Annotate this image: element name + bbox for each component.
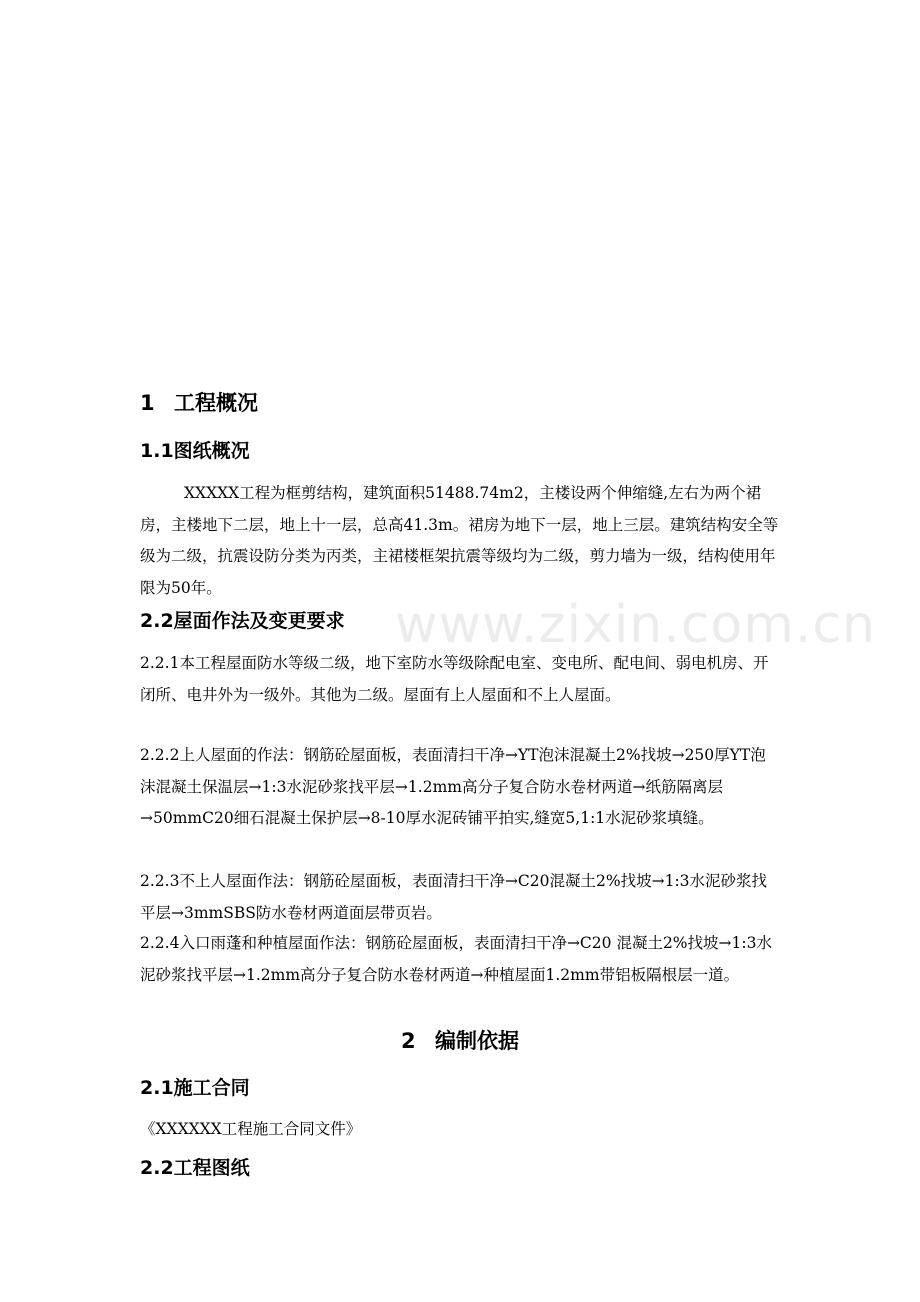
section-2-2-drawings-heading: 2.2工程图纸 [140, 1157, 250, 1179]
contract-document-line: 《XXXXXX工程施工合同文件》 [140, 1120, 362, 1138]
section-2-1-heading: 2.1施工合同 [140, 1077, 250, 1099]
paragraph-2-2-1: 2.2.1本工程屋面防水等级二级，地下室防水等级除配电室、变电所、配电间、弱电机房、开闭所、电井外为一级外。其他为二级。屋面有上人屋面和不上人屋面。 [140, 654, 769, 704]
section-2-heading [0, 1026, 920, 1056]
section-1-1-heading: 1.1图纸概况 [140, 440, 250, 462]
paragraph-2-2-4: 2.2.4入口雨蓬和种植屋面作法：钢筋砼屋面板，表面清扫干净→C20 混凝土2%找坡→1:3水泥砂浆找平层→1.2mm高分子复合防水卷材两道→种植屋面1.2mm带铝板隔根层一道。 [140, 934, 772, 984]
paragraph-2-2-3: 2.2.3不上人屋面作法：钢筋砼屋面板，表面清扫干净→C20混凝土2%找坡→1:3水泥砂浆找平层→3mmSBS防水卷材两道面层带页岩。 [140, 872, 768, 922]
section-1-1-paragraph: XXXXX工程为框剪结构，建筑面积51488.74m2，主楼设两个伸缩缝,左右为两个裙房，主楼地下二层，地上十一层，总高41.3m。裙房为地下一层，地上三层。建筑结构安全等级为二级，抗震设防分类为丙类，主裙楼框架抗震等级均为二级，剪力墙为一级，结构使用年限为50年。 [140, 484, 779, 597]
section-1-title: 工程概况 [174, 391, 258, 415]
paragraph-2-2-2: 2.2.2上人屋面的作法：钢筋砼屋面板，表面清扫干净→YT泡沫混凝土2%找坡→250厚YT泡沫混凝土保温层→1:3水泥砂浆找平层→1.2mm高分子复合防水卷材两道→纸筋隔离层→50mmC20细石混凝土保护层→8-10厚水泥砖铺平拍实,缝宽5,1:1水泥砂浆填缝。 [140, 746, 766, 827]
section-1-heading [140, 388, 258, 418]
section-1-number: 1 [140, 391, 155, 415]
section-2-2-heading: 2.2屋面作法及变更要求 [140, 610, 345, 632]
section-2-number: 2 [401, 1029, 416, 1053]
section-2-title: 编制依据 [435, 1029, 519, 1053]
watermark: www.zixin.com.cn [395, 595, 876, 655]
